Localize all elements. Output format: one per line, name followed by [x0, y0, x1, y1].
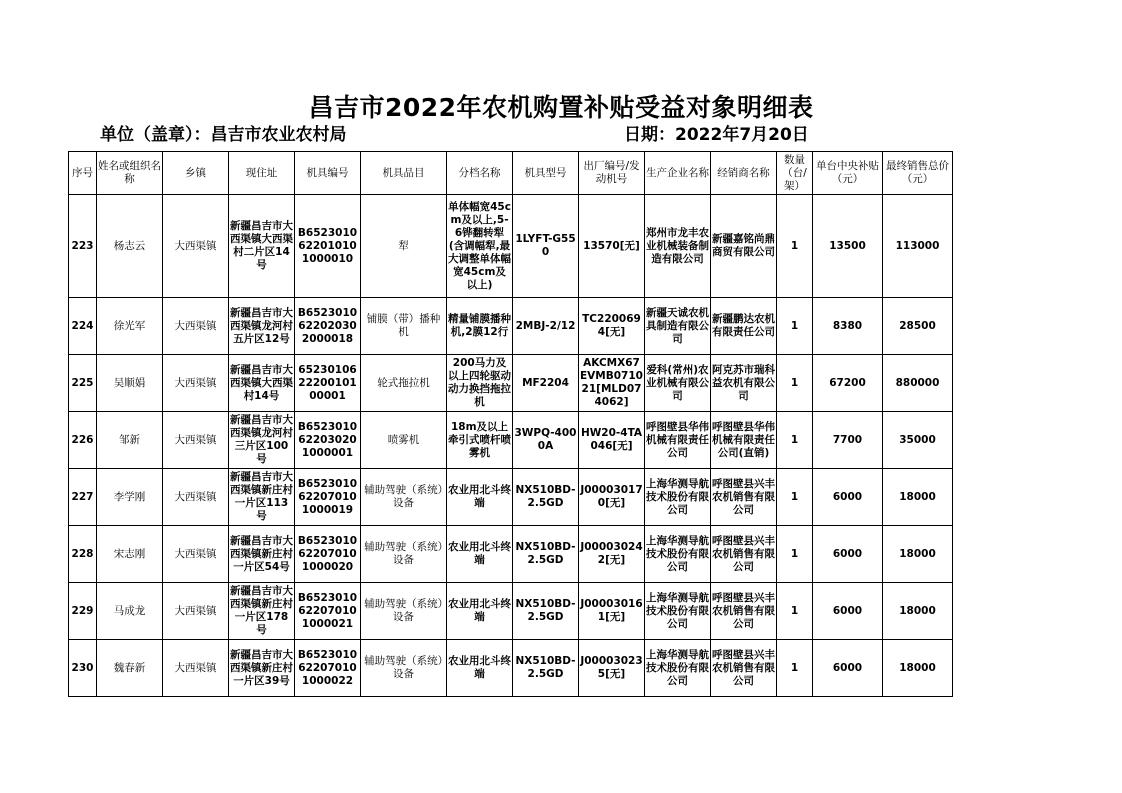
- table-row: [69, 412, 953, 469]
- cell-manufacturer: 郑州市龙丰农业机械装备制造有限公司: [645, 195, 711, 298]
- header-cell: 机具品目: [361, 152, 447, 195]
- cell-name: 徐光军: [97, 298, 163, 355]
- cell-quantity: 1: [777, 526, 813, 583]
- table-row: [69, 355, 953, 412]
- cell-subsidy: 6000: [813, 640, 883, 697]
- cell-machine-id: B6523010622070101000022: [295, 640, 361, 697]
- header-row: [69, 152, 953, 195]
- cell-address: 新疆昌吉市大西渠镇龙河村五片区12号: [229, 298, 295, 355]
- cell-tier: 200马力及以上四轮驱动动力换挡拖拉机: [447, 355, 513, 412]
- cell-tier: 农业用北斗终端: [447, 526, 513, 583]
- cell-subsidy: 67200: [813, 355, 883, 412]
- cell-address: 新疆昌吉市大西渠镇新庄村一片区39号: [229, 640, 295, 697]
- cell-address: 新疆昌吉市大西渠镇新庄村一片区54号: [229, 526, 295, 583]
- cell-tier: 农业用北斗终端: [447, 469, 513, 526]
- cell-town: 大西渠镇: [163, 355, 229, 412]
- header-cell: 分档名称: [447, 152, 513, 195]
- cell-manufacturer: 新疆天诚农机具制造有限公司: [645, 298, 711, 355]
- cell-address: 新疆昌吉市大西渠镇大西渠村14号: [229, 355, 295, 412]
- header-cell: 生产企业名称: [645, 152, 711, 195]
- cell-subsidy: 8380: [813, 298, 883, 355]
- cell-serial: J000030235[无]: [579, 640, 645, 697]
- header-cell: 单台中央补贴（元）: [813, 152, 883, 195]
- cell-model: 2MBJ-2/12: [513, 298, 579, 355]
- table-row: [69, 195, 953, 298]
- cell-name: 杨志云: [97, 195, 163, 298]
- cell-serial: HW20-4TA046[无]: [579, 412, 645, 469]
- cell-machine-id: B6523010622010101000010: [295, 195, 361, 298]
- cell-serial: J000030161[无]: [579, 583, 645, 640]
- cell-address: 新疆昌吉市大西渠镇龙河村三片区100号: [229, 412, 295, 469]
- table-row: [69, 583, 953, 640]
- date-label: 日期：2022年7月20日: [624, 125, 809, 145]
- cell-machine-id: B6523010622070101000021: [295, 583, 361, 640]
- cell-model: NX510BD-2.5GD: [513, 469, 579, 526]
- cell-machine-id: B6523010622070101000020: [295, 526, 361, 583]
- cell-index: 225: [69, 355, 97, 412]
- cell-dealer: 阿克苏市瑞科益农机有限公司: [711, 355, 777, 412]
- cell-machine-id: B6523010622030201000001: [295, 412, 361, 469]
- cell-quantity: 1: [777, 583, 813, 640]
- table-row: [69, 640, 953, 697]
- header-cell: 出厂编号/发动机号: [579, 152, 645, 195]
- cell-quantity: 1: [777, 298, 813, 355]
- header-cell: 现住址: [229, 152, 295, 195]
- cell-town: 大西渠镇: [163, 583, 229, 640]
- cell-subsidy: 7700: [813, 412, 883, 469]
- cell-name: 魏春新: [97, 640, 163, 697]
- cell-category: 辅助驾驶（系统）设备: [361, 469, 447, 526]
- header-cell: 机具型号: [513, 152, 579, 195]
- cell-tier: 农业用北斗终端: [447, 640, 513, 697]
- cell-name: 吴顺娟: [97, 355, 163, 412]
- cell-machine-id: B6523010622070101000019: [295, 469, 361, 526]
- cell-machine-id: B6523010622020302000018: [295, 298, 361, 355]
- cell-manufacturer: 呼图壁县华伟机械有限责任公司: [645, 412, 711, 469]
- table-row: [69, 526, 953, 583]
- cell-category: 铺膜（带）播种机: [361, 298, 447, 355]
- cell-quantity: 1: [777, 355, 813, 412]
- unit-label: 单位（盖章）：昌吉市农业农村局: [100, 125, 347, 145]
- table-row: [69, 298, 953, 355]
- cell-address: 新疆昌吉市大西渠镇新庄村一片区113号: [229, 469, 295, 526]
- cell-manufacturer: 爱科(常州)农业机械有限公司: [645, 355, 711, 412]
- cell-category: 辅助驾驶（系统）设备: [361, 640, 447, 697]
- cell-tier: 农业用北斗终端: [447, 583, 513, 640]
- cell-town: 大西渠镇: [163, 298, 229, 355]
- cell-name: 宋志刚: [97, 526, 163, 583]
- cell-dealer: 新疆鹏达农机有限责任公司: [711, 298, 777, 355]
- cell-quantity: 1: [777, 195, 813, 298]
- cell-manufacturer: 上海华测导航技术股份有限公司: [645, 526, 711, 583]
- header-cell: 数量（台/架）: [777, 152, 813, 195]
- cell-price: 28500: [883, 298, 953, 355]
- cell-category: 轮式拖拉机: [361, 355, 447, 412]
- cell-price: 880000: [883, 355, 953, 412]
- cell-address: 新疆昌吉市大西渠镇大西渠村二片区14号: [229, 195, 295, 298]
- cell-price: 18000: [883, 583, 953, 640]
- page-title: 昌吉市2022年农机购置补贴受益对象明细表: [308, 93, 814, 122]
- cell-subsidy: 13500: [813, 195, 883, 298]
- cell-town: 大西渠镇: [163, 412, 229, 469]
- cell-index: 223: [69, 195, 97, 298]
- cell-name: 马成龙: [97, 583, 163, 640]
- cell-quantity: 1: [777, 640, 813, 697]
- cell-category: 喷雾机: [361, 412, 447, 469]
- cell-subsidy: 6000: [813, 526, 883, 583]
- cell-machine-id: 652301062220010100001: [295, 355, 361, 412]
- cell-manufacturer: 上海华测导航技术股份有限公司: [645, 640, 711, 697]
- cell-quantity: 1: [777, 469, 813, 526]
- cell-tier: 单体幅宽45cm及以上,5-6铧翻转犁(含调幅犁,最大调整单体幅宽45cm及以上): [447, 195, 513, 298]
- cell-price: 113000: [883, 195, 953, 298]
- cell-dealer: 呼图壁县兴丰农机销售有限公司: [711, 469, 777, 526]
- cell-serial: 13570[无]: [579, 195, 645, 298]
- cell-dealer: 新疆嘉铭尚鼎商贸有限公司: [711, 195, 777, 298]
- cell-index: 224: [69, 298, 97, 355]
- cell-category: 辅助驾驶（系统）设备: [361, 526, 447, 583]
- cell-index: 226: [69, 412, 97, 469]
- cell-index: 229: [69, 583, 97, 640]
- cell-serial: J000030242[无]: [579, 526, 645, 583]
- cell-dealer: 呼图壁县兴丰农机销售有限公司: [711, 526, 777, 583]
- cell-subsidy: 6000: [813, 583, 883, 640]
- header-cell: 序号: [69, 152, 97, 195]
- header-cell: 机具编号: [295, 152, 361, 195]
- cell-model: 3WPQ-4000A: [513, 412, 579, 469]
- cell-town: 大西渠镇: [163, 195, 229, 298]
- cell-index: 230: [69, 640, 97, 697]
- cell-town: 大西渠镇: [163, 469, 229, 526]
- cell-serial: TC2200694[无]: [579, 298, 645, 355]
- cell-price: 18000: [883, 526, 953, 583]
- cell-dealer: 呼图壁县兴丰农机销售有限公司: [711, 640, 777, 697]
- cell-serial: J000030170[无]: [579, 469, 645, 526]
- cell-name: 李学刚: [97, 469, 163, 526]
- cell-dealer: 呼图壁县华伟机械有限责任公司(直销): [711, 412, 777, 469]
- cell-model: 1LYFT-G550: [513, 195, 579, 298]
- subsidy-table: [68, 151, 953, 697]
- cell-index: 228: [69, 526, 97, 583]
- cell-town: 大西渠镇: [163, 640, 229, 697]
- cell-serial: AKCMX67EVMB071021[MLD074062]: [579, 355, 645, 412]
- header-cell: 乡镇: [163, 152, 229, 195]
- cell-name: 邹新: [97, 412, 163, 469]
- cell-address: 新疆昌吉市大西渠镇新庄村一片区178号: [229, 583, 295, 640]
- header-cell: 经销商名称: [711, 152, 777, 195]
- cell-category: 犁: [361, 195, 447, 298]
- table-row: [69, 469, 953, 526]
- header-cell: 最终销售总价（元）: [883, 152, 953, 195]
- cell-category: 辅助驾驶（系统）设备: [361, 583, 447, 640]
- cell-model: MF2204: [513, 355, 579, 412]
- cell-model: NX510BD-2.5GD: [513, 640, 579, 697]
- cell-dealer: 呼图壁县兴丰农机销售有限公司: [711, 583, 777, 640]
- cell-model: NX510BD-2.5GD: [513, 526, 579, 583]
- cell-price: 18000: [883, 469, 953, 526]
- cell-town: 大西渠镇: [163, 526, 229, 583]
- cell-quantity: 1: [777, 412, 813, 469]
- cell-model: NX510BD-2.5GD: [513, 583, 579, 640]
- cell-price: 18000: [883, 640, 953, 697]
- cell-manufacturer: 上海华测导航技术股份有限公司: [645, 583, 711, 640]
- cell-tier: 18m及以上牵引式喷杆喷雾机: [447, 412, 513, 469]
- cell-index: 227: [69, 469, 97, 526]
- cell-subsidy: 6000: [813, 469, 883, 526]
- cell-manufacturer: 上海华测导航技术股份有限公司: [645, 469, 711, 526]
- cell-price: 35000: [883, 412, 953, 469]
- cell-tier: 精量铺膜播种机,2膜12行: [447, 298, 513, 355]
- header-cell: 姓名或组织名称: [97, 152, 163, 195]
